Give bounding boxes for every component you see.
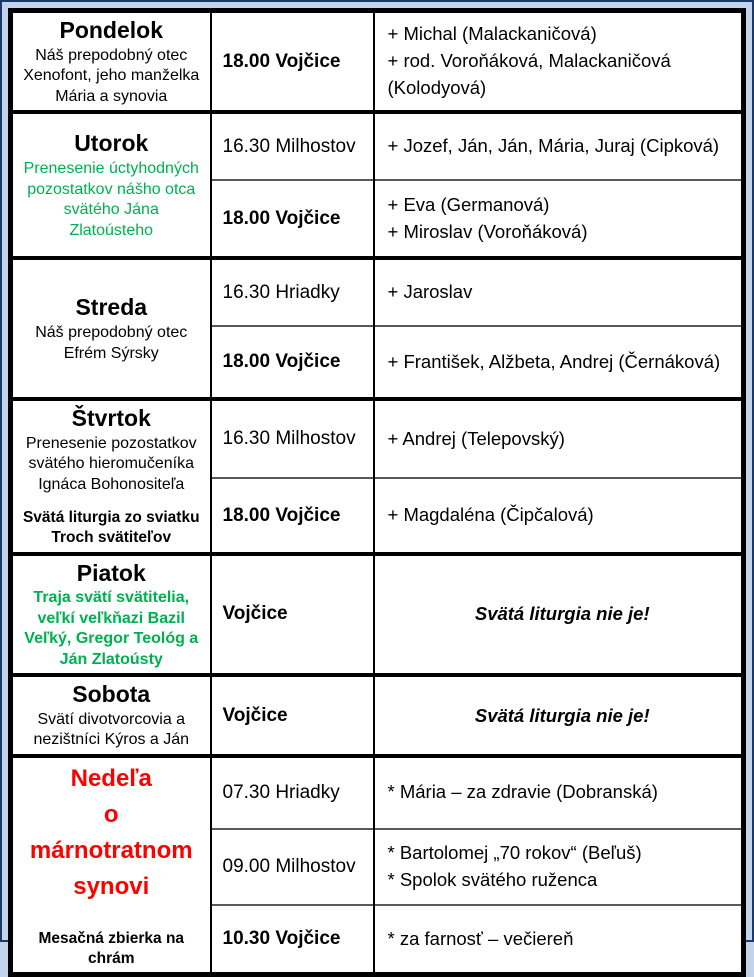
- time-place-cell: [211, 675, 374, 756]
- schedule-row: [11, 258, 744, 326]
- intentions-cell: [374, 258, 744, 326]
- schedule-row: [11, 112, 744, 180]
- day-title: Sobota: [72, 681, 151, 708]
- day-note: Mesačná zbierka na chrám: [38, 929, 185, 968]
- intention-line: * Spolok svätého ruženca: [387, 868, 598, 890]
- day-cell-pondelok: [11, 11, 211, 113]
- day-cell-stvrtok: [11, 399, 211, 553]
- day-description: Svätí divotvorcovia a nezištníci Kýros a Ján: [33, 710, 190, 749]
- time-place: 16.30 Milhostov: [222, 428, 356, 450]
- schedule-row: [11, 11, 744, 113]
- intention-line: + Jozef, Ján, Ján, Mária, Juraj (Cipková): [387, 135, 720, 157]
- intentions-cell: [374, 326, 744, 399]
- time-place-cell: [211, 326, 374, 399]
- intentions-cell: [374, 112, 744, 180]
- time-place-cell: [211, 11, 374, 113]
- day-title: Štvrtok: [71, 405, 151, 432]
- day-title: Pondelok: [59, 17, 163, 43]
- intentions-cell: [374, 756, 744, 829]
- schedule-row: [11, 675, 744, 756]
- time-place-cell: [211, 554, 374, 676]
- intentions-cell: [374, 11, 744, 113]
- no-liturgy-notice: Svätá liturgia nie je!: [374, 554, 744, 676]
- intentions-cell: [374, 478, 744, 553]
- day-title-line: synovi: [73, 872, 150, 900]
- time-place: Vojčice: [222, 603, 288, 625]
- schedule-row: [11, 554, 744, 676]
- time-place: 16.30 Hriadky: [222, 281, 340, 303]
- time-place-cell: [211, 756, 374, 829]
- time-place-cell: [211, 112, 374, 180]
- day-cell-piatok: [11, 554, 211, 676]
- time-place: 07.30 Hriadky: [222, 781, 340, 803]
- intention-line: * za farnosť – večiereň: [387, 927, 574, 949]
- time-place: 09.00 Milhostov: [222, 855, 356, 877]
- day-title-line: Nedeľa: [70, 764, 152, 792]
- time-place: 18.00 Vojčice: [222, 207, 341, 229]
- no-liturgy-notice: Svätá liturgia nie je!: [374, 675, 744, 756]
- intention-line: + Andrej (Telepovský): [387, 427, 565, 449]
- time-place: 18.00 Vojčice: [222, 504, 341, 526]
- intentions-cell: [374, 180, 744, 258]
- intention-line: + Jaroslav: [387, 281, 473, 303]
- day-cell-utorok: [11, 112, 211, 258]
- day-title: Piatok: [76, 559, 146, 586]
- time-place-cell: [211, 180, 374, 258]
- intention-line: + Eva (Germanová): [387, 193, 550, 215]
- day-description: Náš prepodobný otec Xenofont, jeho manželka Mária a synovia: [23, 46, 200, 105]
- intention-line: * Bartolomej „70 rokov“ (Beľuš): [387, 842, 642, 864]
- liturgical-schedule-table: [8, 8, 746, 977]
- day-title: [20, 761, 203, 905]
- time-place-cell: [211, 829, 374, 905]
- intention-line: + František, Alžbeta, Andrej (Černáková): [387, 350, 721, 372]
- time-place: 18.00 Vojčice: [222, 351, 341, 373]
- schedule-row: [11, 399, 744, 478]
- day-description: Traja svätí svätitelia, veľkí veľkňazi Bazil Veľký, Gregor Teológ a Ján Zlatoústy: [24, 589, 199, 668]
- intention-line: * Mária – za zdravie (Dobranská): [387, 781, 658, 803]
- day-description: Prenesenie úctyhodných pozostatkov nášho otca svätého Jána Zlatoústeho: [23, 160, 199, 239]
- day-title: Utorok: [74, 130, 149, 157]
- intention-line: + rod. Voroňáková, Malackaničová (Kolodyová): [387, 50, 671, 98]
- intentions-cell: [374, 905, 744, 975]
- time-place-cell: [211, 399, 374, 478]
- intentions-cell: [374, 399, 744, 478]
- day-cell-sobota: [11, 675, 211, 756]
- day-title-line: o márnotratnom: [29, 800, 193, 864]
- time-place: Vojčice: [222, 704, 288, 726]
- day-cell-streda: [11, 258, 211, 399]
- intention-line: + Miroslav (Voroňáková): [387, 220, 588, 242]
- time-place: 18.00 Vojčice: [222, 50, 341, 72]
- time-place: 10.30 Vojčice: [222, 928, 341, 950]
- intention-line: + Michal (Malackaničová): [387, 23, 597, 45]
- intentions-cell: [374, 829, 744, 905]
- intention-line: + Magdaléna (Čipčalová): [387, 504, 594, 526]
- day-note: Svätá liturgia zo sviatku Troch svätiteľov: [22, 509, 200, 547]
- time-place-cell: [211, 478, 374, 553]
- schedule-row: [11, 756, 744, 829]
- time-place-cell: [211, 905, 374, 975]
- time-place-cell: [211, 258, 374, 326]
- day-description: Prenesenie pozostatkov svätého hieromučeníka Ignáca Bohonositeľa: [25, 434, 197, 493]
- day-title: Streda: [75, 294, 148, 321]
- time-place: 16.30 Milhostov: [222, 135, 356, 157]
- day-description: Náš prepodobný otec Efrém Sýrsky: [35, 324, 188, 362]
